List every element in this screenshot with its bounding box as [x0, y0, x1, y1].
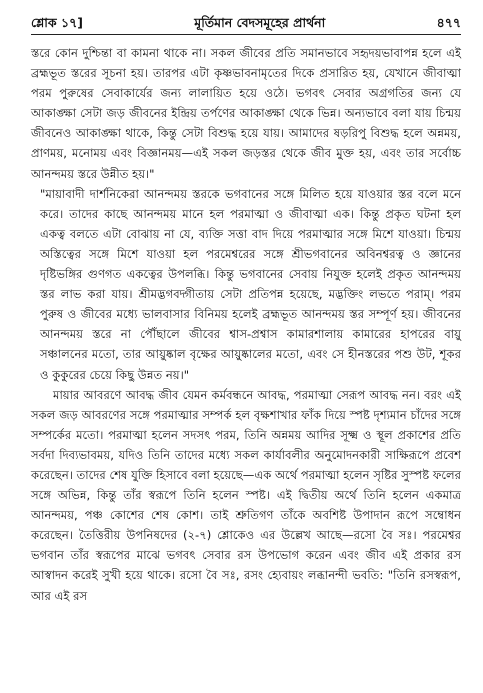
- paragraph-continued: স্তরে কোন দুশ্চিন্তা বা কামনা থাকে না। সকল জীবের প্রতি সমানভাবে সহৃদয়ভাবাপন্ন হলে এই ব্রহ্মভূত স্তরের সূচনা হয়। তারপর এটা কৃষ্ণভাবনামৃতের দিকে প্রসারিত হয়, যেখানে জীবাত্মা পরম পুরুষের সেবাকার্যের জন্য লালায়িত হয়ে ওঠে। ভগবৎ সেবার অগ্রগতির জন্য যে আকাঙ্ক্ষা সেটা জড় জীবনের ইন্দ্রিয় তর্পণের আকাঙ্ক্ষা থেকে ভিন্ন। অন্যভাবে বলা যায় চিন্ময় জীবনেও আকাঙ্ক্ষা থাকে, কিন্তু সেটা বিশুদ্ধ হয়ে যায়। আমাদের ষড়রিপু বিশুদ্ধ হলে অন্নময়, প্রাণময়, মনোময় এবং বিজ্ঞানময়—এই সকল জড়স্তর থেকে জীব মুক্ত হয়, এবং তার সর্বোচ্চ আনন্দময় স্তরে উন্নীত হয়।": [31, 46, 461, 181]
- paragraph: মায়ার আবরণে আবদ্ধ জীব যেমন কর্মবন্ধনে আবদ্ধ, পরমাত্মা সেরূপ আবদ্ধ নন। বরং এই সকল জড় আবরণের সঙ্গে পরমাত্মার সম্পর্ক হল বৃক্ষশাখার ফাঁক দিয়ে স্পষ্ট দৃশ্যমান চাঁদের সঙ্গে সম্পর্কের মতো। পরমাত্মা হলেন সদসৎ পরম, তিনি অন্নময় আদির সূক্ষ্ম ও স্থূল প্রকাশের প্রতি সর্বদা দিব্যভাবময়, যদিও তিনি তাদের মধ্যে সকল কার্যাবলীর অনুমোদনকারী সাক্ষিরূপে প্রবেশ করেছেন। তাদের শেষ যুক্তি হিসাবে বলা হয়েছে—এক অর্থে পরমাত্মা হলেন সৃষ্টির সুস্পষ্ট ফলের সঙ্গে অভিন্ন, কিন্তু তাঁর স্বরূপে তিনি হলেন স্পষ্ট। এই দ্বিতীয় অর্থে তিনি হলেন একমাত্র আনন্দময়, পঞ্চ কোশের শেষ কোশ। তাই শ্রুতিগণ তাঁকে অবশিষ্ট উপাদান রূপে সম্বোধন করেছেন। তৈত্তিরীয় উপনিষদের (২-৭) শ্লোকেও এর উল্লেখ আছে—রসো বৈ সঃ। পরমেশ্বর ভগবান তাঁর স্বরূপের মাঝে ভগবৎ সেবার রস উপভোগ করেন এবং জীব এই প্রকার রস আস্বাদন করেই সুখী হয়ে থাকে। রসো বৈ সঃ, রসং হ্যেবায়ং লব্ধানন্দী ভবতি: "তিনি রসস্বরূপ, আর এই রস: [31, 387, 461, 603]
- page-number: ৪৭৭: [436, 15, 461, 30]
- chapter-title: মূর্তিমান বেদসমূহের প্রার্থনা: [194, 15, 326, 30]
- document-page: [31, 14, 461, 606]
- verse-reference: শ্লোক ১৭]: [31, 15, 83, 30]
- running-header: [31, 14, 461, 35]
- body-text: [31, 43, 461, 606]
- paragraph-quotation: "মায়াবাদী দার্শনিকেরা আনন্দময় স্তরকে ভগবানের সঙ্গে মিলিত হয়ে যাওয়ার স্তর বলে মনে করে। তাদের কাছে আনন্দময় মানে হল পরমাত্মা ও জীবাত্মা এক। কিন্তু প্রকৃত ঘটনা হল একত্ব বলতে এটা বোঝায় না যে, ব্যক্তি সত্তা বাদ দিয়ে পরমাত্মার সঙ্গে মিশে যাওয়া। চিন্ময় অস্তিত্বের সঙ্গে মিশে যাওয়া হল পরমেশ্বরের সঙ্গে শ্রীভগবানের অবিনশ্বরত্ব ও জ্ঞানের দৃষ্টিভঙ্গির গুণগত একত্বের উপলব্ধি। কিন্তু ভগবানের সেবায় নিযুক্ত হলেই প্রকৃত আনন্দময় স্তর লাভ করা যায়। শ্রীমদ্ভগবদ্গীতায় সেটা প্রতিপন্ন হয়েছে, মদ্ভক্তিং লভতে পরাম্। পরম পুরুষ ও জীবের মধ্যে ভালবাসার বিনিময় হলেই ব্রহ্মভূত আনন্দময় স্তর সম্পূর্ণ হয়। জীবনের আনন্দময় স্তরে না পৌঁছালে জীবের শ্বাস-প্রশ্বাস কামারশালায় কামারের হাপরের বায়ু সঞ্চালনের মতো, তার আয়ুষ্কাল বৃক্ষের আয়ুষ্কালের মতো, এবং সে হীনস্তরের পশু উট, শূকর ও কুকুরের চেয়ে কিছু উন্নত নয়।": [40, 186, 461, 382]
